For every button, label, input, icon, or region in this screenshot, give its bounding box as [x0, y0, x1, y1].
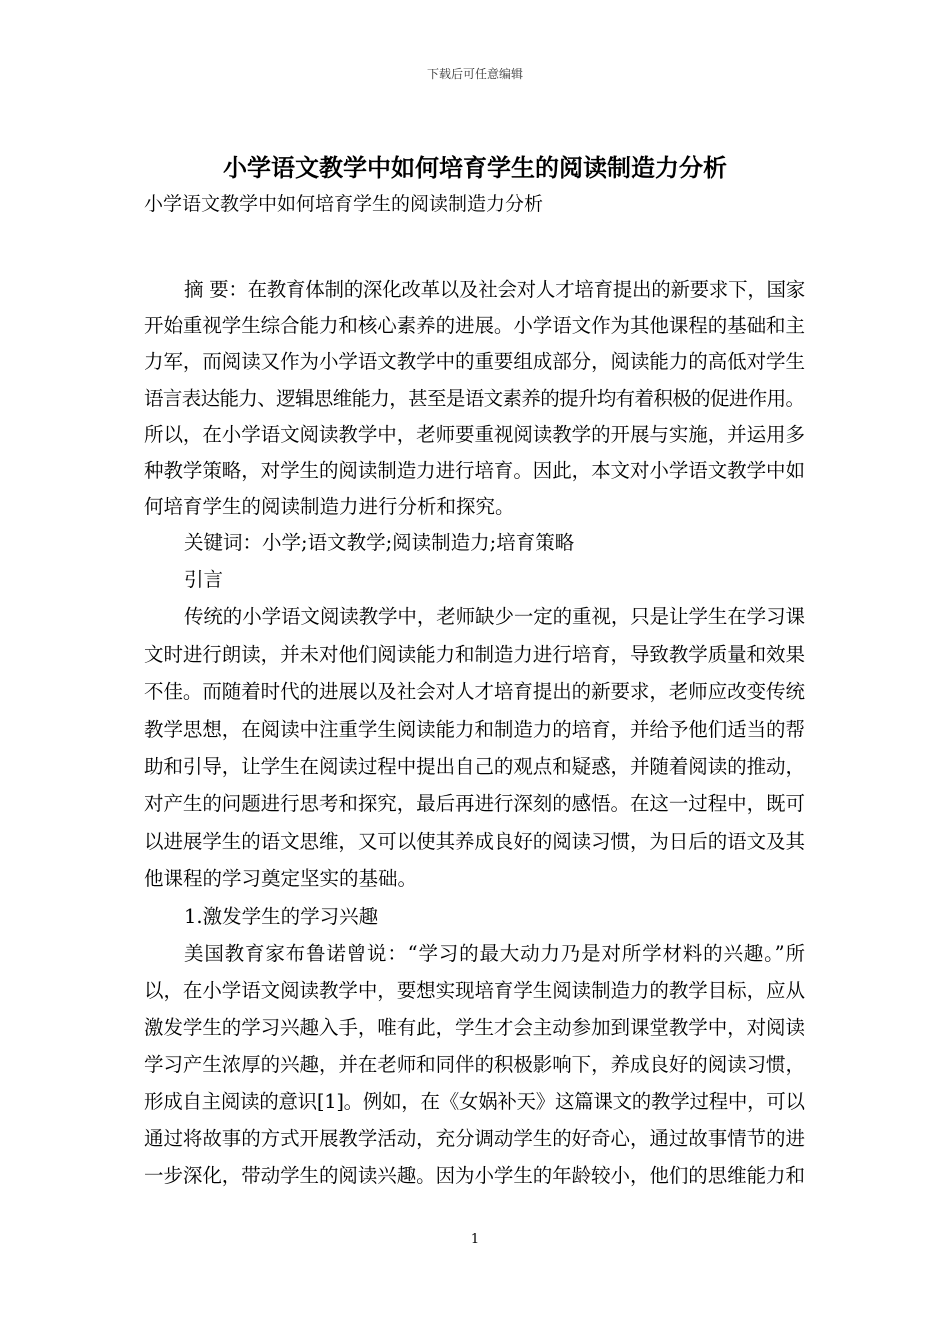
section-1-paragraph [144, 935, 806, 1194]
text-line: 摘 要：在教育体制的深化改革以及社会对人才培育提出的新要求下，国家 [184, 278, 805, 301]
text-line: 语言表达能力、逻辑思维能力，甚至是语文素养的提升均有着积极的促进作用。 [144, 386, 805, 410]
document-subtitle: 小学语文教学中如何培育学生的阅读制造力分析 [144, 193, 544, 215]
intro-paragraph [144, 598, 806, 897]
text-line: 传统的小学语文阅读教学中，老师缺少一定的重视，只是让学生在学习课 [184, 605, 805, 629]
text-line: 1.激发学生的学习兴趣 [184, 904, 379, 928]
text-line: 教学思想，在阅读中注重学生阅读能力和制造力的培育，并给予他们适当的帮 [144, 717, 805, 741]
text-line: 他课程的学习奠定坚实的基础。 [144, 867, 418, 891]
page-header: 下载后可任意编辑 [426, 67, 523, 81]
text-line: 形成自主阅读的意识[1]。例如，在《女娲补天》这篇课文的教学过程中，可以 [144, 1089, 805, 1113]
text-line: 文时进行朗读，并未对他们阅读能力和制造力进行培育，导致教学质量和效果 [144, 642, 805, 666]
text-line: 以进展学生的语文思维，又可以使其养成良好的阅读习惯，为日后的语文及其 [144, 829, 805, 853]
keywords [144, 525, 806, 562]
document-body [144, 150, 806, 1194]
text-line: 通过将故事的方式开展教学活动，充分调动学生的好奇心，通过故事情节的进 [144, 1126, 805, 1150]
text-line: 引言 [184, 567, 224, 591]
text-line: 助和引导，让学生在阅读过程中提出自己的观点和疑惑，并随着阅读的推动， [144, 755, 805, 779]
text-line: 美国教育家布鲁诺曾说：“学习的最大动力乃是对所学材料的兴趣。”所 [184, 941, 806, 965]
text-line: 开始重视学生综合能力和核心素养的进展。小学语文作为其他课程的基础和主 [144, 314, 805, 338]
text-line: 以，在小学语文阅读教学中，要想实现培育学生阅读制造力的教学目标，应从 [144, 978, 805, 1002]
text-line: 所以，在小学语文阅读教学中，老师要重视阅读教学的开展与实施，并运用多 [144, 422, 805, 446]
abstract [144, 272, 806, 525]
intro-heading [144, 562, 806, 599]
text-line: 不佳。而随着时代的进展以及社会对人才培育提出的新要求，老师应改变传统 [144, 680, 805, 704]
section-1-heading [144, 898, 806, 935]
document-title: 小学语文教学中如何培育学生的阅读制造力分析 [223, 153, 727, 182]
text-line: 关键词：小学;语文教学;阅读制造力;培育策略 [184, 531, 575, 555]
text-line: 学习产生浓厚的兴趣，并在老师和同伴的积极影响下，养成良好的阅读习惯， [144, 1052, 805, 1076]
text-line: 激发学生的学习兴趣入手，唯有此，学生才会主动参加到课堂教学中，对阅读 [144, 1015, 805, 1039]
text-line: 种教学策略，对学生的阅读制造力进行培育。因此，本文对小学语文教学中如 [144, 459, 805, 483]
page-number: 1 [470, 1232, 480, 1247]
text-line: 力军，而阅读又作为小学语文教学中的重要组成部分，阅读能力的高低对学生 [144, 350, 805, 374]
text-line: 何培育学生的阅读制造力进行分析和探究。 [144, 495, 515, 519]
text-line: 一步深化，带动学生的阅读兴趣。因为小学生的年龄较小，他们的思维能力和 [144, 1163, 805, 1187]
text-line: 对产生的问题进行思考和探究，最后再进行深刻的感悟。在这一过程中，既可 [144, 792, 805, 816]
